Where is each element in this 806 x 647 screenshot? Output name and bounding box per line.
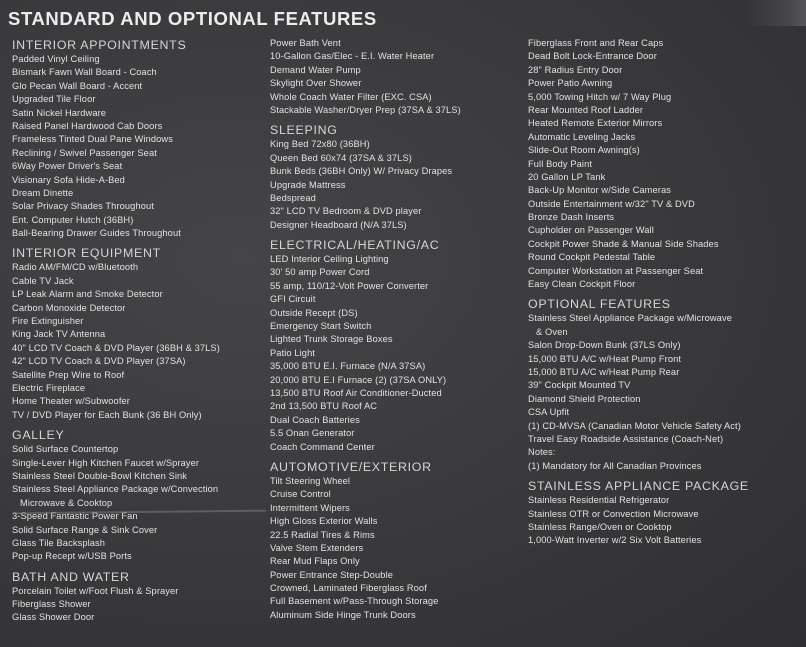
section-heading-sleeping: SLEEPING (270, 123, 338, 138)
feature-item: Stainless Steel Double-Bowl Kitchen Sink (12, 470, 188, 481)
page-title: STANDARD AND OPTIONAL FEATURES (8, 8, 377, 29)
feature-item: Slide-Out Room Awning(s) (528, 145, 640, 156)
feature-item: 40" LCD TV Coach & DVD Player (36BH & 37LS) (12, 342, 220, 353)
section-heading-galley: GALLEY (12, 428, 65, 443)
feature-item: Coach Command Center (270, 441, 375, 452)
feature-item: Dead Bolt Lock-Entrance Door (528, 51, 657, 62)
section-heading-electrical-heating-ac: ELECTRICAL/HEATING/AC (270, 238, 440, 253)
feature-item: Back-Up Monitor w/Side Cameras (528, 185, 672, 196)
feature-item: Solid Surface Range & Sink Cover (12, 524, 158, 535)
feature-item: Electric Fireplace (12, 382, 86, 393)
feature-item: 20,000 BTU E.I Furnace (2) (37SA ONLY) (270, 374, 447, 385)
feature-item: Microwave & Cooktop (20, 497, 113, 508)
feature-item: Satin Nickel Hardware (12, 107, 107, 118)
feature-item: Power Patio Awning (528, 78, 613, 89)
feature-item: GFI Circuit (270, 294, 316, 305)
feature-item: TV / DVD Player for Each Bunk (36 BH Only) (12, 409, 202, 420)
feature-item: Demand Water Pump (270, 64, 361, 75)
feature-item: Power Bath Vent (270, 38, 341, 48)
feature-item: King Bed 72x80 (36BH) (270, 139, 370, 150)
feature-item: Solid Surface Countertop (12, 444, 119, 455)
feature-item: 10-Gallon Gas/Elec - E.I. Water Heater (270, 51, 435, 62)
feature-item: Travel Easy Roadside Assistance (Coach-Net) (528, 433, 724, 444)
feature-item: Computer Workstation at Passenger Seat (528, 265, 704, 276)
feature-item: Outside Recept (DS) (270, 307, 358, 318)
feature-item: 6Way Power Driver's Seat (12, 161, 123, 172)
feature-item: 2nd 13,500 BTU Roof AC (270, 401, 378, 412)
feature-item: Easy Clean Cockpit Floor (528, 279, 636, 290)
feature-item: 55 amp, 110/12-Volt Power Converter (270, 280, 429, 291)
feature-item: Radio AM/FM/CD w/Bluetooth (12, 262, 139, 273)
column-1 (12, 37, 268, 625)
feature-item: Upgraded Tile Floor (12, 94, 96, 105)
column-3 (528, 37, 804, 548)
feature-item: Home Theater w/Subwoofer (12, 396, 130, 407)
feature-item: Ent. Computer Hutch (36BH) (12, 214, 134, 225)
feature-item: Power Entrance Step-Double (270, 569, 394, 580)
feature-item: Valve Stem Extenders (270, 542, 364, 553)
feature-item: Rear Mounted Roof Ladder (528, 104, 644, 115)
feature-item: Heated Remote Exterior Mirrors (528, 118, 663, 129)
feature-item: Carbon Monoxide Detector (12, 302, 126, 313)
feature-item: Dream Dinette (12, 187, 74, 198)
feature-item: Stainless OTR or Convection Microwave (528, 508, 699, 519)
feature-item: Lighted Trunk Storage Boxes (270, 334, 393, 345)
feature-item: 15,000 BTU A/C w/Heat Pump Rear (528, 366, 680, 377)
feature-item: Stainless Steel Appliance Package w/Convection (12, 484, 219, 495)
feature-item: Intermittent Wipers (270, 502, 350, 513)
feature-item: Bismark Fawn Wall Board - Coach (12, 67, 157, 78)
feature-item: Fiberglass Front and Rear Caps (528, 38, 664, 48)
feature-item: Stainless Range/Oven or Cooktop (528, 521, 672, 532)
feature-item: 22.5 Radial Tires & Rims (270, 529, 375, 540)
scan-smudge (746, 0, 806, 26)
feature-item: 13,500 BTU Roof Air Conditioner-Ducted (270, 387, 442, 398)
feature-item: Glo Pecan Wall Board - Accent (12, 80, 143, 91)
feature-item: Raised Panel Hardwood Cab Doors (12, 120, 163, 131)
feature-item: Solar Privacy Shades Throughout (12, 201, 154, 212)
feature-item: 35,000 BTU E.I. Furnace (N/A 37SA) (270, 361, 426, 372)
feature-item: & Oven (536, 326, 568, 337)
feature-item: High Gloss Exterior Walls (270, 516, 378, 527)
feature-item: Reclining / Swivel Passenger Seat (12, 147, 157, 158)
feature-item: Padded Vinyl Ceiling (12, 54, 100, 64)
section-heading-interior-appointments: INTERIOR APPOINTMENTS (12, 38, 187, 52)
feature-item: Stainless Residential Refrigerator (528, 495, 670, 506)
feature-item: 15,000 BTU A/C w/Heat Pump Front (528, 353, 682, 364)
feature-item: Glass Tile Backsplash (12, 537, 106, 548)
feature-item: 32" LCD TV Bedroom & DVD player (270, 206, 422, 217)
section-heading-interior-equipment: INTERIOR EQUIPMENT (12, 246, 161, 261)
feature-item: Upgrade Mattress (270, 179, 346, 190)
feature-item: Cable TV Jack (12, 275, 74, 286)
feature-item: Patio Light (270, 347, 316, 358)
feature-item: (1) CD-MVSA (Canadian Motor Vehicle Safety Act) (528, 420, 741, 431)
feature-item: Outside Entertainment w/32" TV & DVD (528, 198, 695, 209)
section-heading-optional-features: OPTIONAL FEATURES (528, 297, 671, 312)
feature-item: Salon Drop-Down Bunk (37LS Only) (528, 340, 681, 351)
feature-item: Single-Lever High Kitchen Faucet w/Sprayer (12, 457, 200, 468)
feature-item: 3-Speed Fantastic Power Fan (12, 511, 138, 522)
feature-item: Cupholder on Passenger Wall (528, 225, 654, 236)
feature-item: CSA Upfit (528, 407, 570, 418)
feature-item: Stackable Washer/Dryer Prep (37SA & 37LS) (270, 104, 461, 115)
feature-item: Ball-Bearing Drawer Guides Throughout (12, 228, 181, 239)
feature-item: Full Body Paint (528, 158, 593, 169)
feature-item: Emergency Start Switch (270, 321, 372, 332)
feature-item: Fiberglass Shower (12, 599, 91, 610)
feature-item: Rear Mud Flaps Only (270, 556, 360, 567)
feature-item: (1) Mandatory for All Canadian Provinces (528, 460, 702, 471)
feature-item: 20 Gallon LP Tank (528, 171, 606, 182)
feature-item: 1,000-Watt Inverter w/2 Six Volt Batteries (528, 535, 702, 546)
section-heading-bath-and-water: BATH AND WATER (12, 569, 130, 584)
feature-item: Bedspread (270, 192, 316, 203)
feature-item: 39" Cockpit Mounted TV (528, 380, 631, 391)
feature-item: Pop-up Recept w/USB Ports (12, 551, 132, 562)
feature-item: 5.5 Onan Generator (270, 428, 355, 439)
feature-item: Porcelain Toilet w/Foot Flush & Sprayer (12, 585, 179, 596)
feature-item: Full Basement w/Pass-Through Storage (270, 596, 439, 607)
feature-item: Cruise Control (270, 489, 331, 500)
feature-item: Frameless Tinted Dual Pane Windows (12, 134, 173, 145)
feature-item: Bunk Beds (36BH Only) W/ Privacy Drapes (270, 166, 453, 177)
feature-item: LED Interior Ceiling Lighting (270, 254, 389, 265)
section-heading-automotive-exterior: AUTOMOTIVE/EXTERIOR (270, 459, 432, 474)
feature-item: 5,000 Towing Hitch w/ 7 Way Plug (528, 91, 672, 102)
feature-item: 42" LCD TV Coach & DVD Player (37SA) (12, 356, 186, 367)
feature-item: LP Leak Alarm and Smoke Detector (12, 289, 163, 300)
feature-item: Dual Coach Batteries (270, 414, 360, 425)
feature-item: 30' 50 amp Power Cord (270, 267, 370, 278)
feature-item: Bronze Dash Inserts (528, 212, 615, 223)
section-heading-stainless-appliance-package: STAINLESS APPLIANCE PACKAGE (528, 479, 749, 494)
feature-item: Cockpit Power Shade & Manual Side Shades (528, 238, 719, 249)
column-2 (270, 37, 526, 622)
feature-item: Queen Bed 60x74 (37SA & 37LS) (270, 152, 412, 163)
feature-item: Fire Extinguisher (12, 316, 84, 327)
feature-item: Skylight Over Shower (270, 78, 362, 89)
feature-item: Aluminum Side Hinge Trunk Doors (270, 609, 416, 620)
feature-item: Designer Headboard (N/A 37LS) (270, 219, 407, 230)
feature-item: Automatic Leveling Jacks (528, 131, 636, 142)
feature-item: Satellite Prep Wire to Roof (12, 369, 125, 380)
feature-item: Visionary Sofa Hide-A-Bed (12, 174, 125, 185)
feature-item: Whole Coach Water Filter (EXC. CSA) (270, 91, 432, 102)
feature-item: Crowned, Laminated Fiberglass Roof (270, 583, 427, 594)
feature-item: Diamond Shield Protection (528, 393, 641, 404)
feature-item: Notes: (528, 447, 556, 458)
feature-item: Stainless Steel Appliance Package w/Microwave (528, 313, 732, 324)
feature-item: Round Cockpit Pedestal Table (528, 252, 656, 263)
feature-item: Tilt Steering Wheel (270, 475, 351, 486)
feature-item: 28" Radius Entry Door (528, 64, 623, 75)
feature-item: Glass Shower Door (12, 612, 95, 623)
feature-item: King Jack TV Antenna (12, 329, 106, 340)
